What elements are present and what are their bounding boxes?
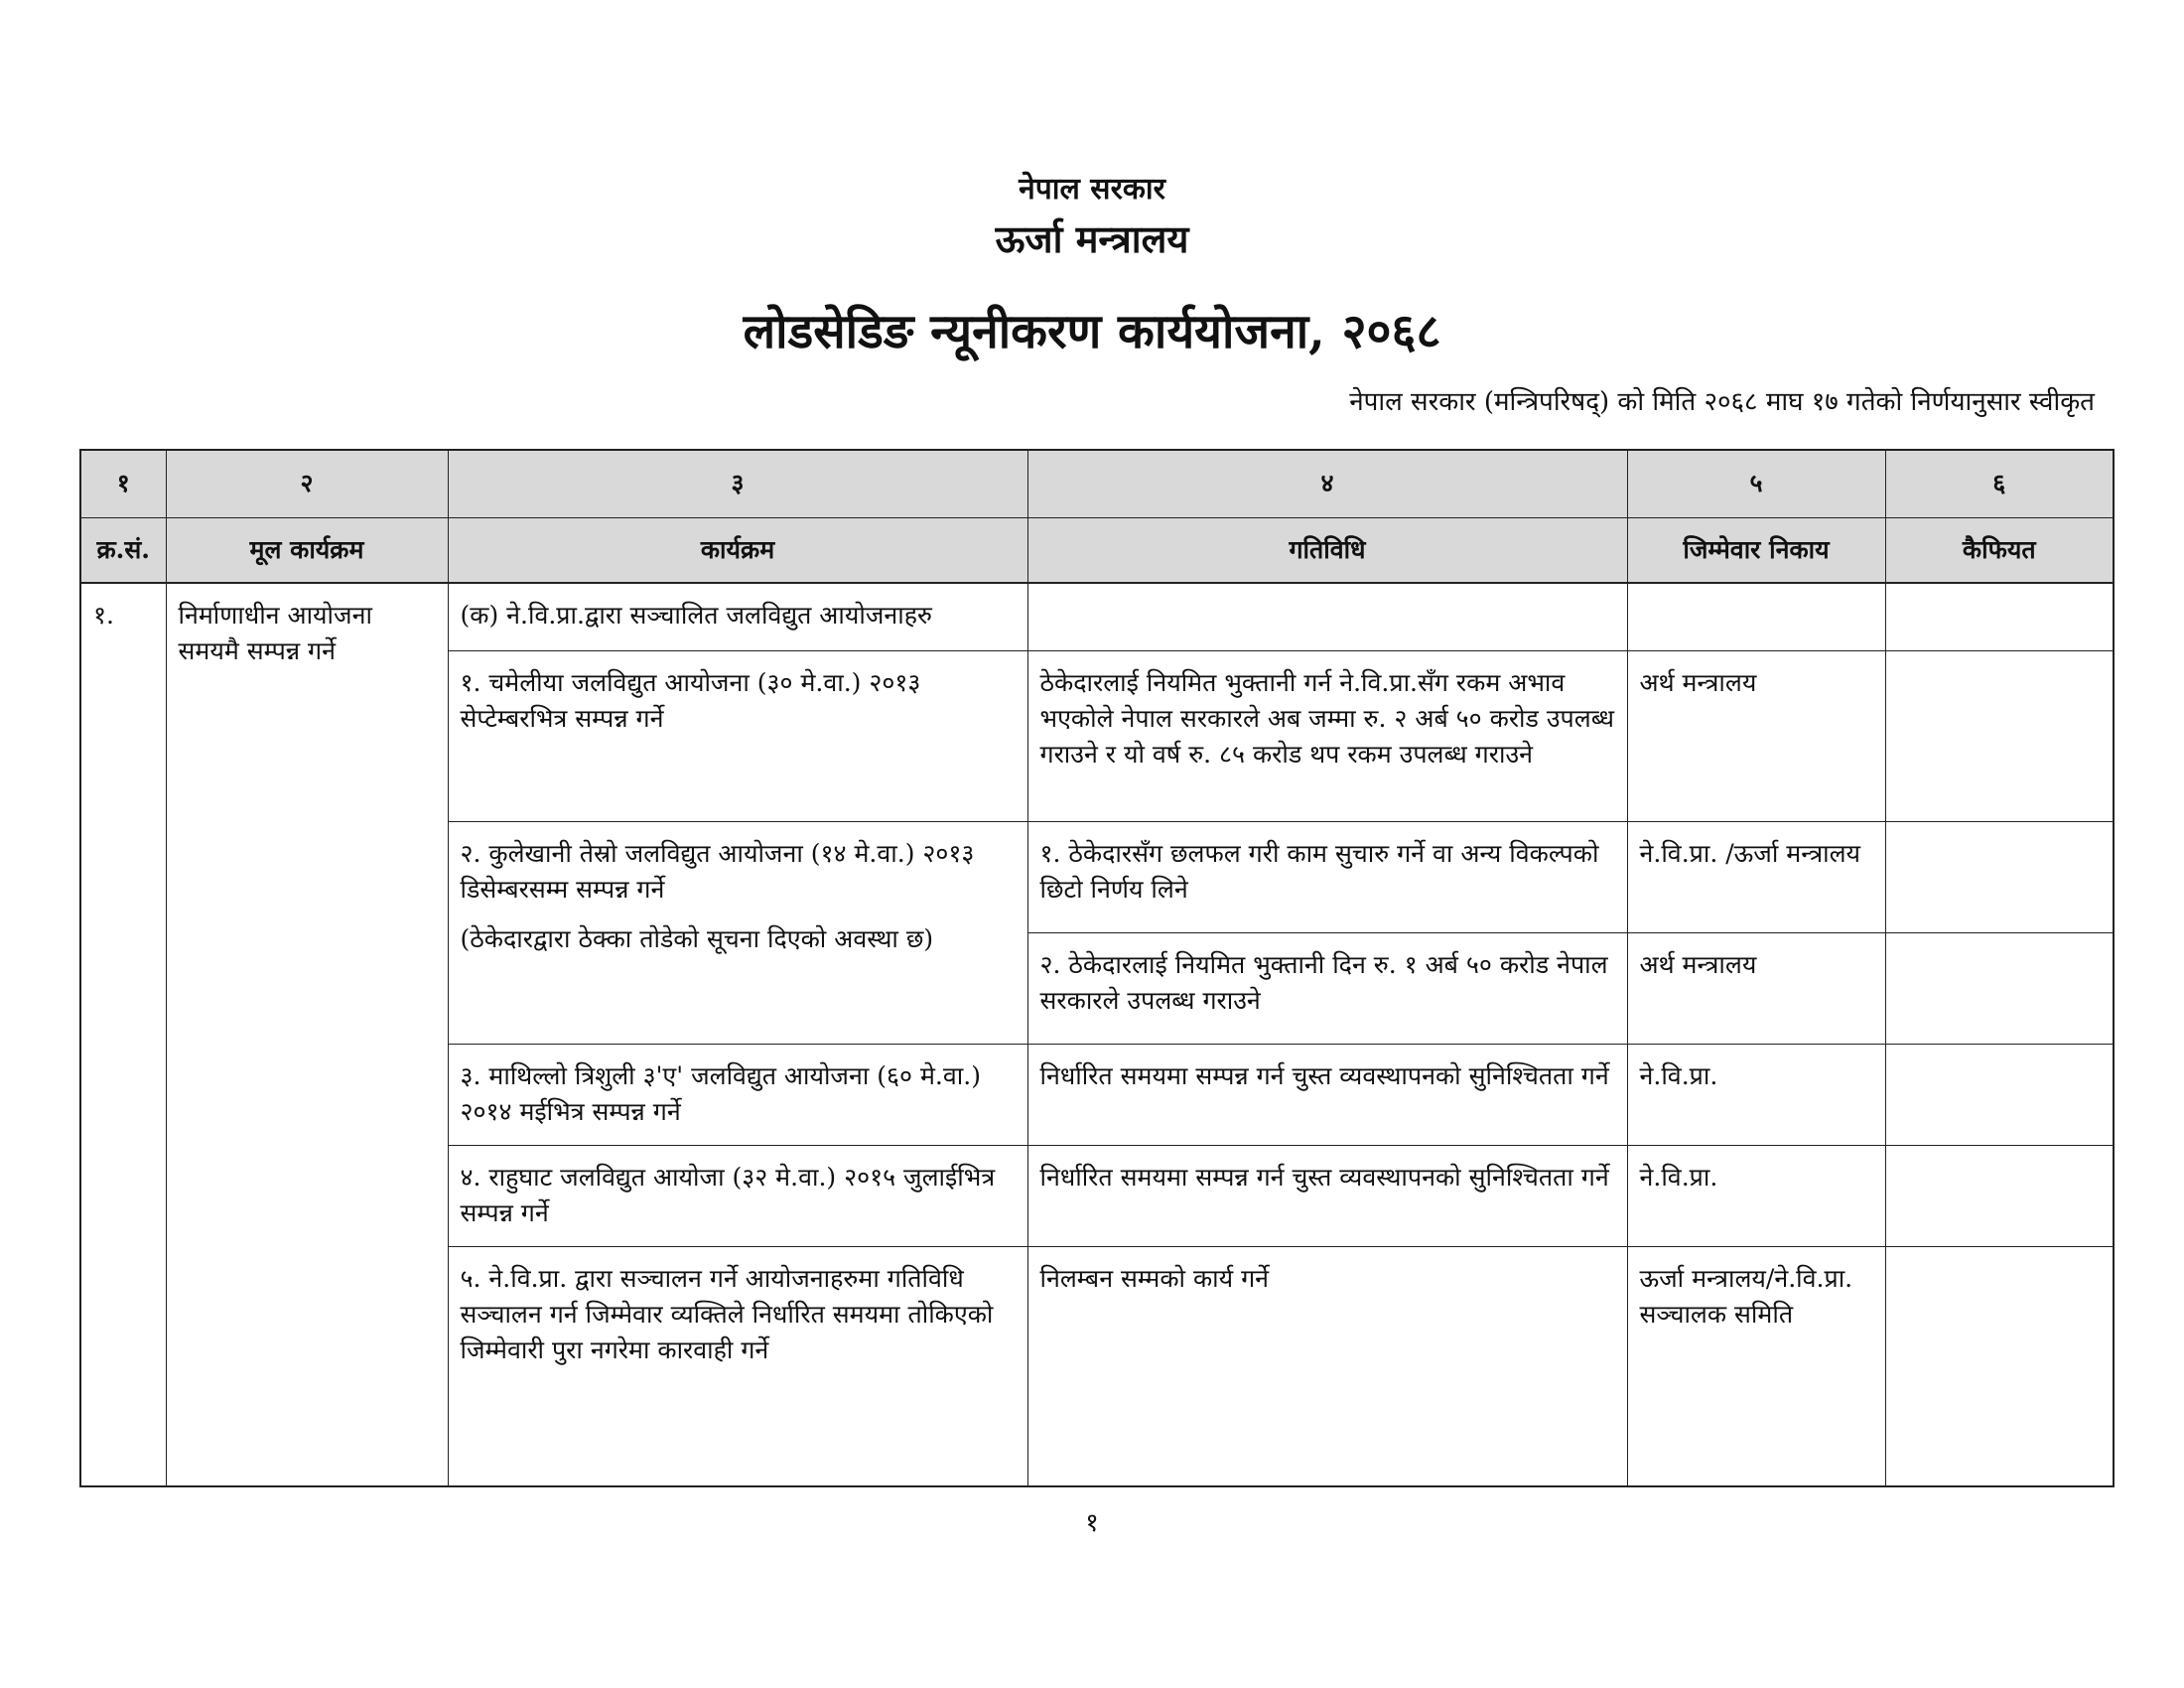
responsible-cell (1627, 583, 1885, 650)
program-note: (ठेकेदारद्वारा ठेक्का तोडेको सूचना दिएको अवस्था छ) (460, 923, 934, 953)
section-subheading: (क) ने.वि.प्रा.द्वारा सञ्चालित जलविद्युत आयोजनाहरु (448, 583, 1027, 650)
government-name: नेपाल सरकार (1019, 172, 1165, 207)
column-header-row (80, 517, 2114, 583)
responsible-cell: अर्थ मन्त्रालय (1627, 932, 1885, 1044)
remarks-cell (1885, 583, 2114, 650)
action-plan-table (79, 449, 2115, 1487)
approval-note: नेपाल सरकार (मन्त्रिपरिषद्) को मिति २०६८ माघ १७ गतेको निर्णयानुसार स्वीकृत (1349, 387, 2095, 417)
program-cell: ३. माथिल्लो त्रिशुली ३'ए' जलविद्युत आयोजना (६० मे.वा.) २०१४ मईभित्र सम्पन्न गर्ने (448, 1044, 1027, 1145)
program-cell (448, 821, 1027, 1044)
column-header-main-program: मूल कार्यक्रम (166, 517, 448, 583)
remarks-cell (1885, 650, 2114, 821)
main-program-cell: निर्माणाधीन आयोजना समयमै सम्पन्न गर्ने (166, 583, 448, 1486)
activity-cell: ठेकेदारलाई नियमित भुक्तानी गर्न ने.वि.प्रा.सँग रकम अभाव भएकोले नेपाल सरकारले अब जम्मा रु. २ अर्ब ५० करोड उपलब्ध गराउने र यो वर्ष रु. ८५ करोड थप रकम उपलब्ध गराउने (1027, 650, 1627, 821)
remarks-cell (1885, 821, 2114, 932)
program-cell: ४. राहुघाट जलविद्युत आयोजा (३२ मे.वा.) २०१५ जुलाईभित्र सम्पन्न गर्ने (448, 1145, 1027, 1246)
responsible-cell: ऊर्जा मन्त्रालय/ने.वि.प्रा. सञ्चालक समिति (1627, 1246, 1885, 1486)
activity-cell: २. ठेकेदारलाई नियमित भुक्तानी दिन रु. १ अर्ब ५० करोड नेपाल सरकारले उपलब्ध गराउने (1027, 932, 1627, 1044)
page-number: १ (1085, 1508, 1099, 1538)
column-number-row (80, 450, 2114, 517)
column-header-activity: गतिविधि (1027, 517, 1627, 583)
responsible-cell: ने.वि.प्रा. /ऊर्जा मन्त्रालय (1627, 821, 1885, 932)
column-number: ५ (1627, 450, 1885, 517)
activity-cell: १. ठेकेदारसँग छलफल गरी काम सुचारु गर्ने वा अन्य विकल्पको छिटो निर्णय लिने (1027, 821, 1627, 932)
activity-cell: निर्धारित समयमा सम्पन्न गर्न चुस्त व्यवस्थापनको सुनिश्चितता गर्ने (1027, 1044, 1627, 1145)
remarks-cell (1885, 1044, 2114, 1145)
responsible-cell: अर्थ मन्त्रालय (1627, 650, 1885, 821)
column-number: ३ (448, 450, 1027, 517)
remarks-cell (1885, 1246, 2114, 1486)
remarks-cell (1885, 932, 2114, 1044)
program-cell: ५. ने.वि.प्रा. द्वारा सञ्चालन गर्ने आयोजनाहरुमा गतिविधि सञ्चालन गर्न जिम्मेवार व्यक्तिले निर्धारित समयमा तोकिएको जिम्मेवारी पुरा नगरेमा कारवाही गर्ने (448, 1246, 1027, 1486)
column-header-serial: क्र.सं. (80, 517, 166, 583)
column-header-responsible: जिम्मेवार निकाय (1627, 517, 1885, 583)
table-row (80, 583, 2114, 650)
serial-cell: १. (80, 583, 166, 1486)
ministry-name: ऊर्जा मन्त्रालय (995, 216, 1189, 261)
column-number: ४ (1027, 450, 1627, 517)
program-text: २. कुलेखानी तेस्रो जलविद्युत आयोजना (१४ मे.वा.) २०१३ डिसेम्बरसम्म सम्पन्न गर्ने (460, 838, 975, 904)
column-header-remarks: कैफियत (1885, 517, 2114, 583)
program-cell: १. चमेलीया जलविद्युत आयोजना (३० मे.वा.) २०१३ सेप्टेम्बरभित्र सम्पन्न गर्ने (448, 650, 1027, 821)
activity-cell (1027, 583, 1627, 650)
column-number: ६ (1885, 450, 2114, 517)
column-number: १ (80, 450, 166, 517)
document-title: लोडसेडिङ न्यूनीकरण कार्ययोजना, २०६८ (743, 304, 1441, 359)
activity-cell: निलम्बन सम्मको कार्य गर्ने (1027, 1246, 1627, 1486)
remarks-cell (1885, 1145, 2114, 1246)
responsible-cell: ने.वि.प्रा. (1627, 1044, 1885, 1145)
column-header-program: कार्यक्रम (448, 517, 1027, 583)
column-number: २ (166, 450, 448, 517)
activity-cell: निर्धारित समयमा सम्पन्न गर्न चुस्त व्यवस्थापनको सुनिश्चितता गर्ने (1027, 1145, 1627, 1246)
responsible-cell: ने.वि.प्रा. (1627, 1145, 1885, 1246)
